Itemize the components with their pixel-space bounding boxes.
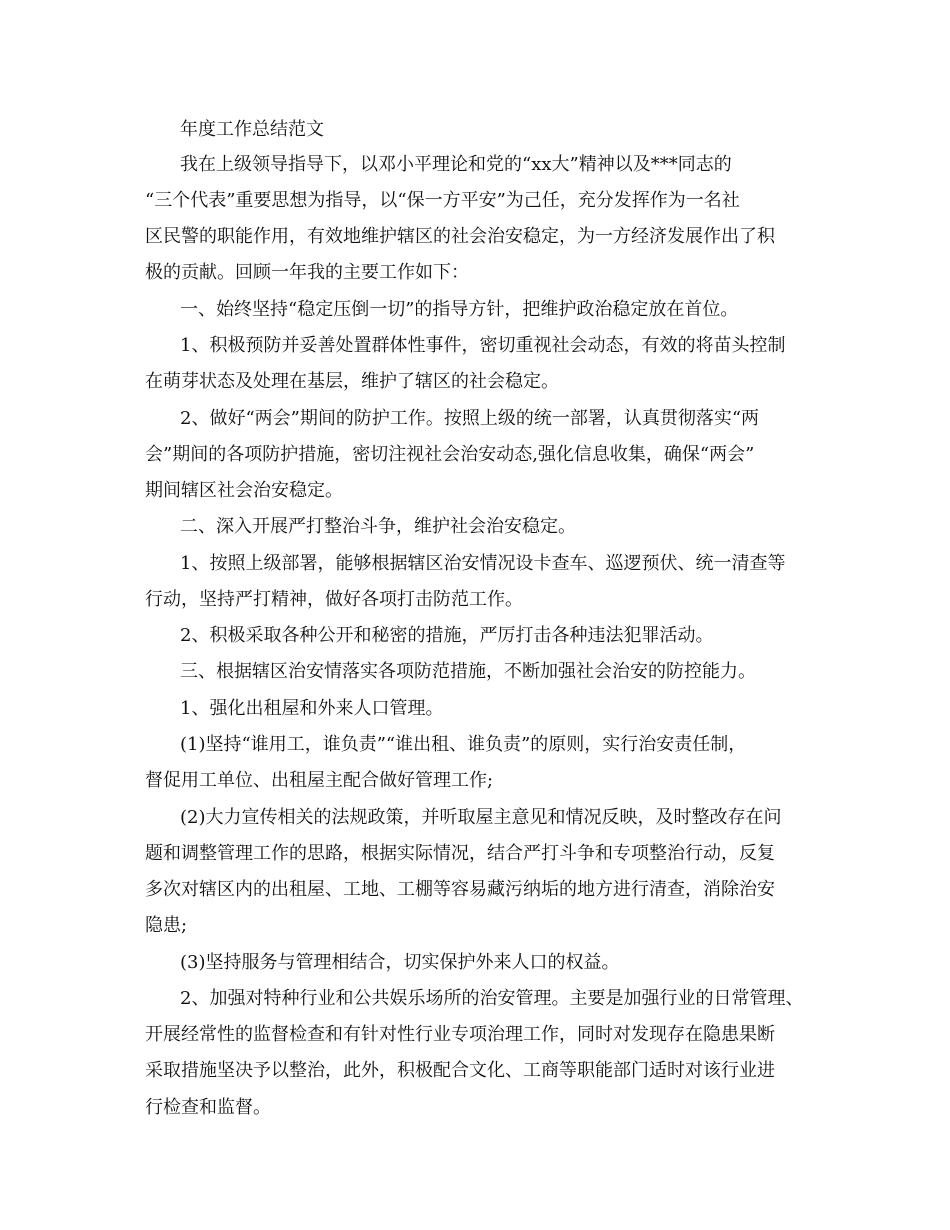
paragraph-line: “三个代表”重要思想为指导，以“保一方平安”为己任，充分发挥作为一名社 <box>145 190 740 211</box>
paragraph-line: 督促用工单位、出租屋主配合做好管理工作; <box>145 770 494 791</box>
paragraph-line: 隐患; <box>145 915 188 936</box>
section-heading: 三、根据辖区治安情落实各项防范措施，不断加强社会治安的防控能力。 <box>180 661 756 682</box>
paragraph-line: 采取措施坚决予以整治，此外，积极配合文化、工商等职能部门适时对该行业进 <box>145 1060 775 1081</box>
paragraph-line: 区民警的职能作用，有效地维护辖区的社会治安稳定，为一方经济发展作出了积 <box>145 226 775 247</box>
paragraph-line: 行动，坚持严打精神，做好各项打击防范工作。 <box>145 589 523 610</box>
paragraph-line: (1)坚持“谁用工，谁负责”“谁出租、谁负责”的原则，实行治安责任制， <box>180 734 747 755</box>
paragraph-line: (3)坚持服务与管理相结合，切实保护外来人口的权益。 <box>180 952 620 973</box>
section-heading: 二、深入开展严打整治斗争，维护社会治安稳定。 <box>180 516 576 537</box>
paragraph-line: 1、按照上级部署，能够根据辖区治安情况设卡查车、巡逻预伏、统一清查等 <box>180 553 786 574</box>
paragraph-line: 会”期间的各项防护措施，密切注视社会治安动态,强化信息收集，确保“两会” <box>145 444 755 465</box>
paragraph-line: 期间辖区社会治安稳定。 <box>145 480 343 501</box>
paragraph-line: 2、积极采取各种公开和秘密的措施，严厉打击各种违法犯罪活动。 <box>180 625 714 646</box>
paragraph-line: 1、积极预防并妥善处置群体性事件，密切重视社会动态，有效的将苗头控制 <box>180 335 786 356</box>
paragraph-line: 1、强化出租屋和外来人口管理。 <box>180 698 444 719</box>
paragraph-line: 多次对辖区内的出租屋、工地、工棚等容易藏污纳垢的地方进行清查，消除治安 <box>145 879 775 900</box>
paragraph-line: (2)大力宣传相关的法规政策，并听取屋主意见和情况反映，及时整改存在问 <box>180 807 782 828</box>
paragraph-line: 极的贡献。回顾一年我的主要工作如下： <box>145 262 469 283</box>
paragraph-line: 2、加强对特种行业和公共娱乐场所的治安管理。主要是加强行业的日常管理、 <box>180 988 804 1009</box>
paragraph-line: 开展经常性的监督检查和有针对性行业专项治理工作，同时对发现存在隐患果断 <box>145 1024 775 1045</box>
paragraph-line: 题和调整管理工作的思路，根据实际情况，结合严打斗争和专项整治行动，反复 <box>145 843 775 864</box>
paragraph-line: 在萌芽状态及处理在基层，维护了辖区的社会稳定。 <box>145 371 559 392</box>
section-heading: 一、始终坚持“稳定压倒一切”的指导方针，把维护政治稳定放在首位。 <box>180 299 739 320</box>
paragraph-line: 2、做好“两会”期间的防护工作。按照上级的统一部署，认真贯彻落实“两 <box>180 408 760 429</box>
document-title: 年度工作总结范文 <box>180 119 324 140</box>
paragraph-line: 我在上级领导指导下，以邓小平理论和党的“xx大”精神以及***同志的 <box>180 154 732 175</box>
paragraph-line: 行检查和监督。 <box>145 1097 271 1118</box>
